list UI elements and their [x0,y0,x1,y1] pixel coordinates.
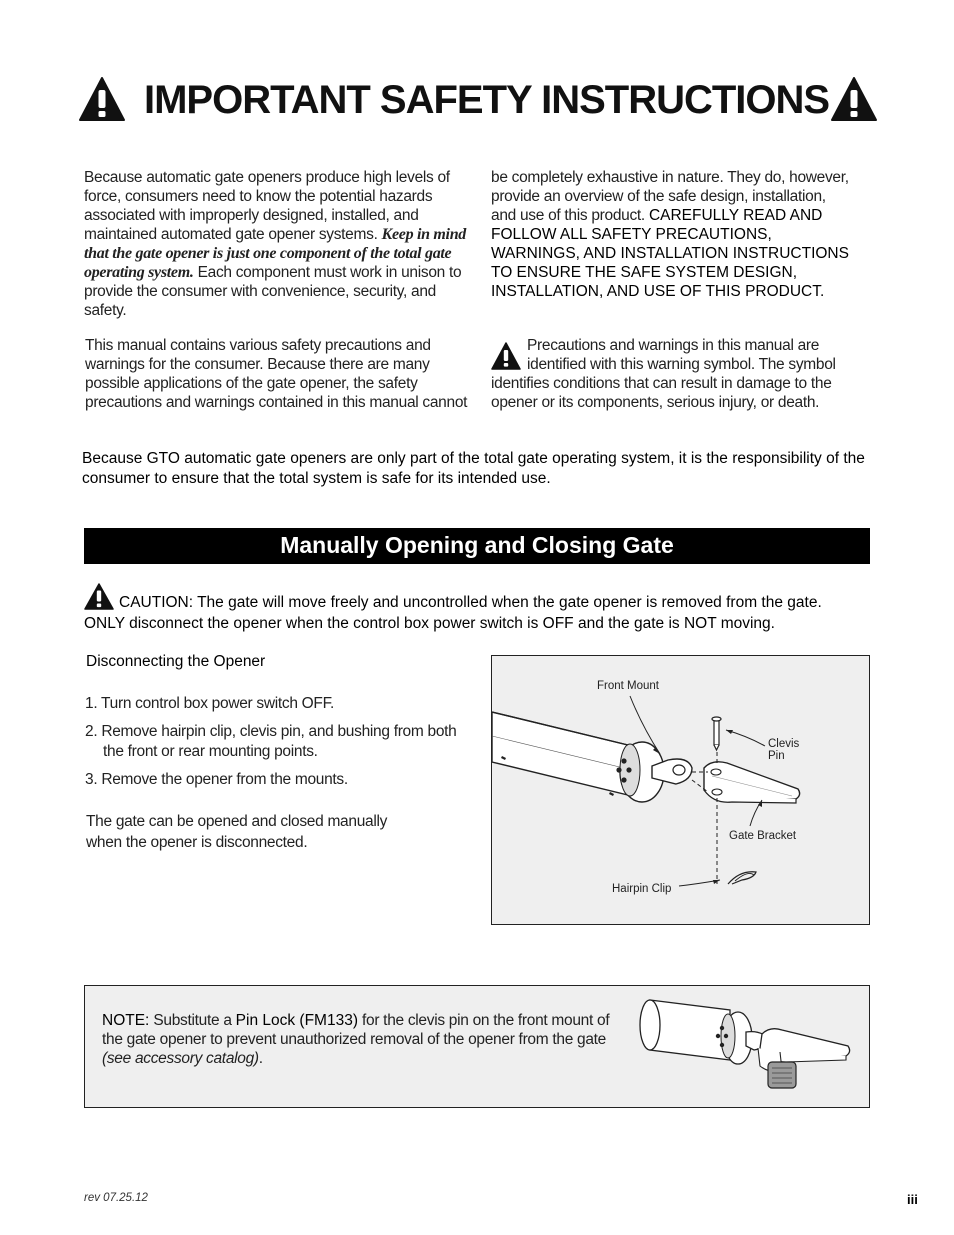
opener-bracket-illustration [492,656,869,924]
note-box [84,985,870,1108]
title-row [78,72,880,130]
label-clevis: Clevis [768,738,800,750]
warning-triangle-icon [491,342,521,370]
section-heading: Manually Opening and Closing Gate [84,528,870,564]
list-item: 3. Remove the opener from the mounts. [85,771,348,788]
caution-text: CAUTION: The gate will move freely and uncontrolled when the gate opener is removed from the gate. ONLY disconnect the opener when the control box power switch is OFF and the gate is NOT moving. [84,583,864,634]
revision-label: rev 07.25.12 [84,1192,148,1204]
label-pin: Pin [768,750,785,762]
subheading-disconnecting: Disconnecting the Opener [86,653,266,670]
intro-paragraph-4: Precautions and warnings in this manual are identified with this warning symbol. The symbol identifies conditions that can result in damage to the opener or its components, serious injury, or death. [491,337,836,411]
note-text: NOTE: Substitute a Pin Lock (FM133) for the clevis pin on the front mount of the gate opener to prevent unauthorized removal of the opener from the gate (see accessory catalog). [102,1012,610,1067]
intro-paragraph-3: be completely exhaustive in nature. They do, however, provide an overview of the safe design, installation, and use of this product. CAREFULLY READ AND FOLLOW ALL SAFETY PRECAUTIONS, WARNINGS, AND INSTALLATION INSTRUCTIONS TO ENSURE THE SAFE SYSTEM DESIGN, INSTALLATION, AND USE OF THIS PRODUCT. [491,169,849,300]
warning-triangle-icon [78,76,126,122]
label-front-mount: Front Mount [597,680,659,692]
intro-paragraph-1: Because automatic gate openers produce high levels of force, consumers need to know the potential hazards associated with improperly designed, installed, and maintained automated gate opener systems. Keep in mind that the gate opener is just one component of the total gate operating system. Each component must work in unison to provide the consumer with convenience, security, and safety. [84,169,467,319]
warning-triangle-icon [830,76,878,122]
label-hairpin-clip: Hairpin Clip [612,883,672,895]
disconnect-diagram [491,655,870,925]
intro-paragraph-2: This manual contains various safety precautions and warnings for the consumer. Because there are many possible applications of the gate opener, the safety precautions and warnings contained in this manual cannot [85,337,468,411]
page-title: IMPORTANT SAFETY INSTRUCTIONS [144,78,830,122]
page-number: iii [907,1192,918,1207]
warning-triangle-icon [84,583,114,610]
manual-operation-note: The gate can be opened and closed manually when the opener is disconnected. [86,813,388,851]
list-item: 2. Remove hairpin clip, clevis pin, and bushing from both the front or rear mounting points. [85,723,457,760]
responsibility-statement: Because GTO automatic gate openers are only part of the total gate operating system, it is the responsibility of the consumer to ensure that the total system is safe for its intended use. [82,450,865,487]
steps-list [85,694,465,798]
label-gate-bracket: Gate Bracket [729,830,797,842]
list-item: 1. Turn control box power switch OFF. [85,695,335,712]
pin-lock-illustration [630,990,870,1108]
